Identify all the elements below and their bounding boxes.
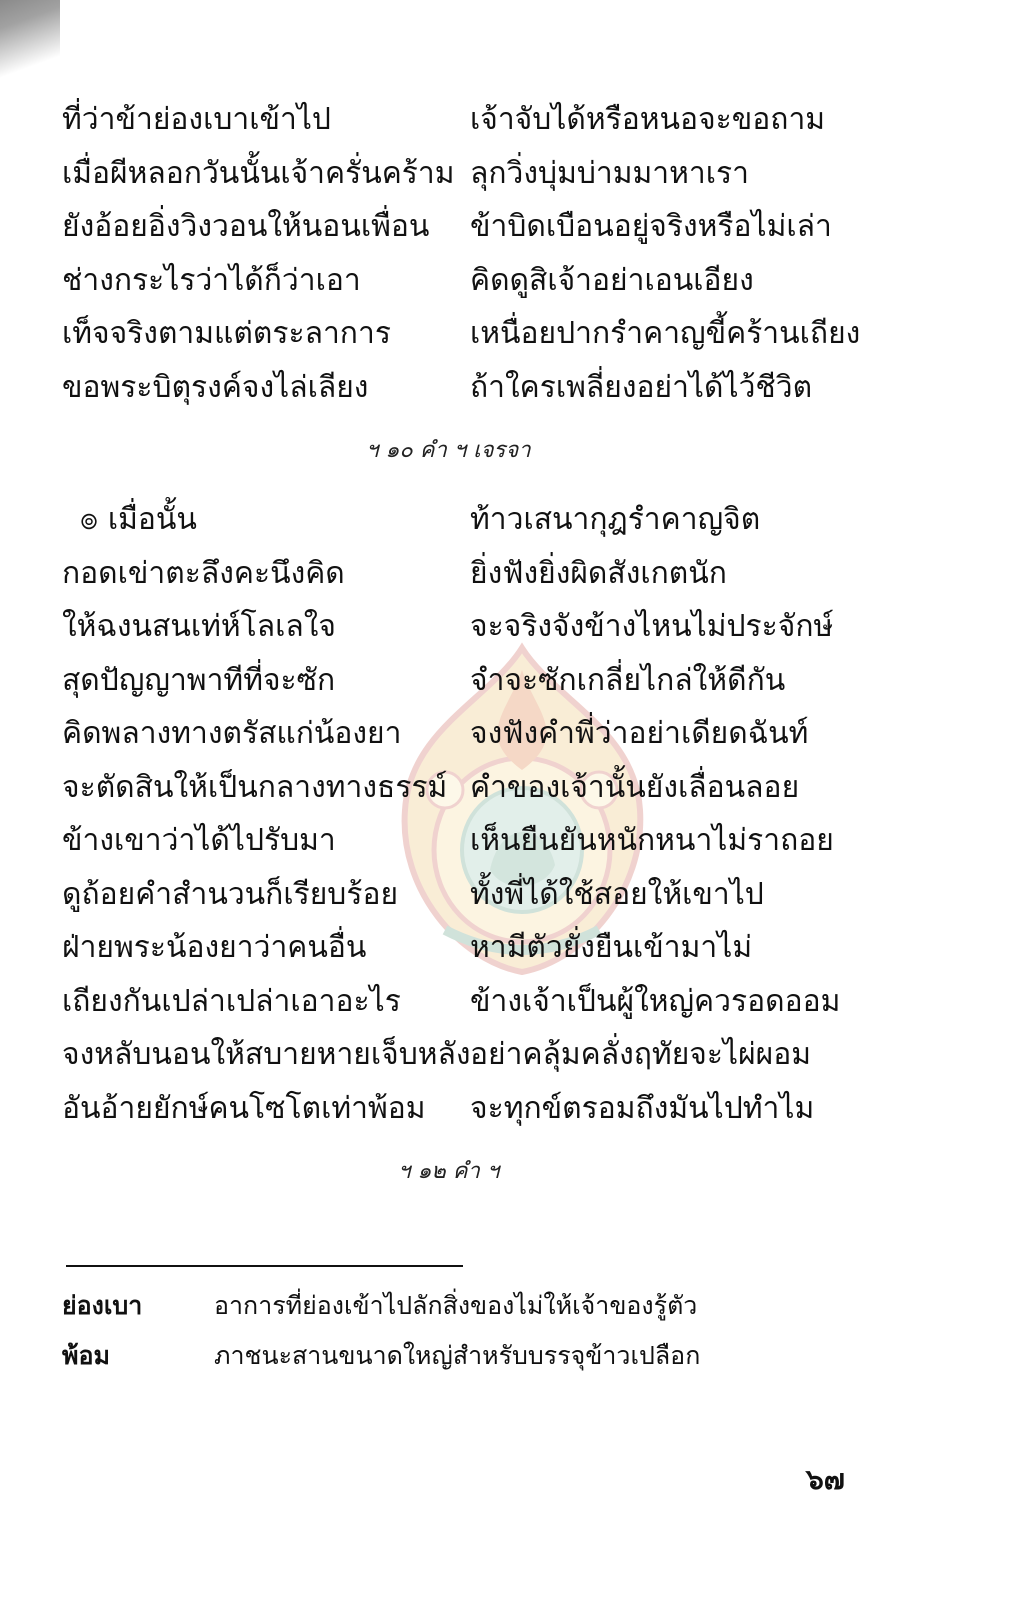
verse-line xyxy=(62,366,962,420)
verse-line xyxy=(62,552,962,606)
verse-second-half: จำจะซักเกลี่ยไกล่ให้ดีกัน xyxy=(470,662,786,698)
verse-line xyxy=(62,712,962,766)
verse-second-half: จะทุกข์ตรอมถึงมันไปทำไม xyxy=(470,1090,815,1126)
verse-second-half: ถ้าใครเพลี่ยงอย่าได้ไว้ชีวิต xyxy=(470,369,813,405)
footnote-term: พ้อม xyxy=(62,1341,110,1370)
scan-corner-shadow xyxy=(0,0,60,120)
verse-first-half: ที่ว่าข้าย่องเบาเข้าไป xyxy=(62,102,331,137)
verse-first-half: คิดพลางทางตรัสแก่น้องยา xyxy=(62,716,402,751)
verse-line xyxy=(62,659,962,713)
verse-second-half: หามีตัวยั่งยืนเข้ามาไม่ xyxy=(470,930,753,965)
verse-first-half: อันอ้ายยักษ์คนโซโตเท่าพ้อม xyxy=(62,1090,426,1126)
verse-first-half: เมื่อผีหลอกวันนั้นเจ้าครั่นคร้าม xyxy=(62,155,455,191)
verse-second-half: เจ้าจับได้หรือหนอจะขอถาม xyxy=(470,102,826,137)
verse-first-half: ดูถ้อยคำสำนวนก็เรียบร้อย xyxy=(62,876,399,912)
verse-first-half: ขอพระบิตุรงค์จงไล่เลียง xyxy=(62,369,369,405)
verse-line xyxy=(62,1033,962,1087)
verse-first-half: สุดปัญญาพาทีที่จะซัก xyxy=(62,662,336,698)
verse-line xyxy=(62,766,962,820)
verse-first-half: จะตัดสินให้เป็นกลางทางธรรม์ xyxy=(62,769,448,805)
verse-second-half: คิดดูสิเจ้าอย่าเอนเอียง xyxy=(470,262,754,298)
verse-line xyxy=(62,205,962,259)
verse-second-half: ท้าวเสนากุฎรำคาญจิต xyxy=(470,502,761,537)
verse-second-half: ข้างเจ้าเป็นผู้ใหญ่ควรอดออม xyxy=(470,983,841,1019)
verse-second-half: เหนื่อยปากรำคาญขี้คร้านเถียง xyxy=(470,316,861,351)
verse-second-half: ข้าบิดเบือนอยู่จริงหรือไม่เล่า xyxy=(470,209,832,244)
footnote-definition: อาการที่ย่องเข้าไปลักสิ่งของไม่ให้เจ้าของรู้ตัว xyxy=(214,1291,698,1320)
verse-line xyxy=(62,498,962,552)
verse-second-half: เห็นยืนยันหนักหนาไม่ราถอย xyxy=(470,823,834,858)
verse-second-half: ทั้งพี่ได้ใช้สอยให้เขาไป xyxy=(470,876,764,912)
verse-second-half: ลุกวิ่งบุ่มบ่ามมาหาเรา xyxy=(470,155,749,191)
verse-first-half: ฝ่ายพระน้องยาว่าคนอื่น xyxy=(62,930,367,965)
verse-second-half: ยิ่งฟังยิ่งผิดสังเกตนัก xyxy=(470,555,727,591)
stanza-2 xyxy=(62,498,962,1140)
verse-first-half: ๏ เมื่อนั้น xyxy=(80,502,197,537)
verse-first-half: ข้างเขาว่าได้ไปรับมา xyxy=(62,823,336,858)
verse-first-half: เถียงกันเปล่าเปล่าเอาอะไร xyxy=(62,983,401,1019)
verse-second-half: คำของเจ้านั้นยังเลื่อนลอย xyxy=(470,769,800,805)
verse-second-half: อย่าคลุ้มคลั่งฤทัยจะไผ่ผอม xyxy=(470,1037,812,1072)
stanza-1 xyxy=(62,98,962,419)
verse-line xyxy=(62,819,962,873)
verse-line xyxy=(62,312,962,366)
verse-line xyxy=(62,980,962,1034)
verse-first-half: จงหลับนอนให้สบายหายเจ็บหลัง xyxy=(62,1037,471,1072)
verse-first-half: ยังอ้อยอิ่งวิงวอนให้นอนเพื่อน xyxy=(62,209,430,244)
verse-second-half: จะจริงจังข้างไหนไม่ประจักษ์ xyxy=(470,609,834,644)
footnote-item xyxy=(62,1338,962,1388)
verse-line xyxy=(62,926,962,980)
stanza-count-note: ฯ ๑๐ คำ ฯ เจรจา xyxy=(366,438,531,463)
verse-line xyxy=(62,873,962,927)
verse-first-half: เท็จจริงตามแต่ตระลาการ xyxy=(62,316,391,351)
verse-first-half: ให้ฉงนสนเท่ห์โลเลใจ xyxy=(62,609,336,644)
footnote-term: ย่องเบา xyxy=(62,1291,143,1320)
verse-line xyxy=(62,152,962,206)
verse-line xyxy=(62,605,962,659)
verse-second-half: จงฟังคำพี่ว่าอย่าเดียดฉันท์ xyxy=(470,716,809,751)
verse-line xyxy=(62,1087,962,1141)
verse-line xyxy=(62,98,962,152)
verse-first-half: ช่างกระไรว่าได้ก็ว่าเอา xyxy=(62,262,361,298)
verse-line xyxy=(62,259,962,313)
footnote-item xyxy=(62,1288,962,1338)
page-number: ๖๗ xyxy=(806,1463,845,1496)
footnote-definition: ภาชนะสานขนาดใหญ่สำหรับบรรจุข้าวเปลือก xyxy=(214,1341,701,1370)
footnote-divider xyxy=(66,1265,463,1267)
verse-first-half: กอดเข่าตะลึงคะนึงคิด xyxy=(62,555,345,591)
footnotes xyxy=(62,1288,962,1388)
stanza-count-note: ฯ ๑๒ คำ ฯ xyxy=(398,1159,500,1184)
